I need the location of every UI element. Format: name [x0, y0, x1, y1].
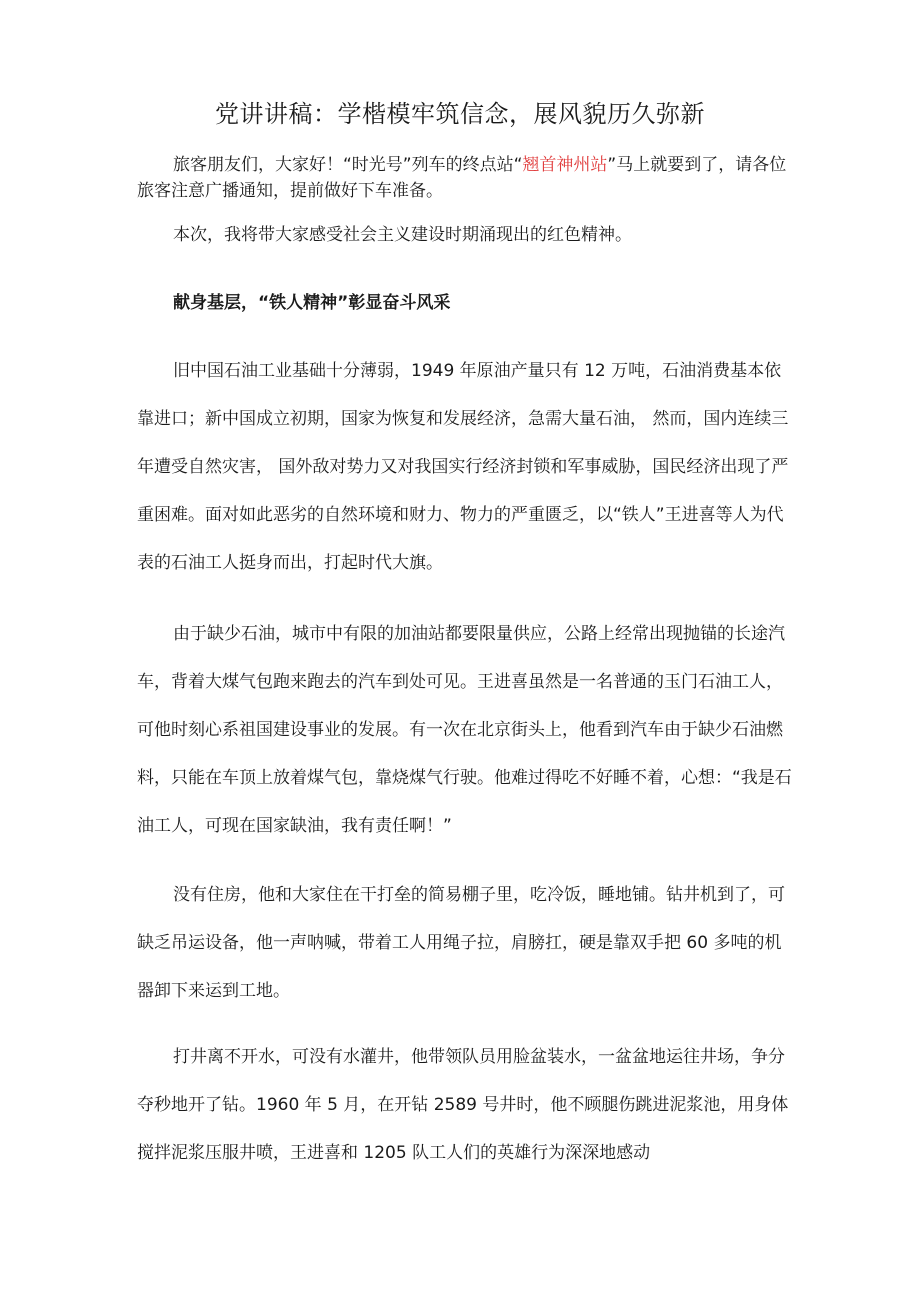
body-paragraph-1: 旧中国石油工业基础十分薄弱，1949 年原油产量只有 12 万吨，石油消费基本依靠进口；新中国成立初期，国家为恢复和发展经济，急需大量石油， 然而，国内连续三年遭受自然灾害， 国外敌对势力又对我国实行经济封锁和军事威胁，国民经济出现了严重困难。面对如此恶劣的自然环境和财力、物力的严重匮乏，以“铁人”王进喜等人为代表的石油工人挺身而出，打起时代大旗。	[137, 361, 789, 573]
body-paragraph-4: 打井离不开水，可没有水灌井，他带领队员用脸盆装水，一盆盆地运往井场，争分夺秒地开了钻。1960 年 5 月，在开钻 2589 号井时，他不顾腿伤跳进泥浆池，用身体搅拌泥浆压服井喷，王进喜和 1205 队工人们的英雄行为深深地感动	[137, 1047, 789, 1163]
intro-paragraph	[137, 152, 797, 204]
document-title: 党讲讲稿：学楷模牢筑信念，展风貌历久弥新	[215, 100, 705, 128]
intro-text-after: ”马上就要到了，请各位旅客注意广播通知，提前做好下车准备。	[137, 155, 787, 201]
intro-paragraph-2: 本次，我将带大家感受社会主义建设时期涌现出的红色精神。	[173, 225, 632, 245]
intro-text-before: 旅客朋友们，大家好！“时光号”列车的终点站“	[173, 155, 523, 175]
section-heading: 献身基层，“铁人精神”彰显奋斗风采	[173, 293, 451, 313]
body-paragraph-2: 由于缺少石油，城市中有限的加油站都要限量供应，公路上经常出现抛锚的长途汽车，背着大煤气包跑来跑去的汽车到处可见。王进喜虽然是一名普通的玉门石油工人，可他时刻心系祖国建设事业的发展。有一次在北京街头上，他看到汽车由于缺少石油燃料，只能在车顶上放着煤气包，靠烧煤气行驶。他难过得吃不好睡不着，心想：“我是石油工人，可现在国家缺油，我有责任啊！”	[137, 624, 792, 836]
station-name: 翘首神州站	[522, 155, 608, 175]
body-paragraph-3: 没有住房，他和大家住在干打垒的简易棚子里，吃冷饭，睡地铺。钻井机到了，可缺乏吊运设备，他一声呐喊，带着工人用绳子拉，肩膀扛，硬是靠双手把 60 多吨的机器卸下来运到工地。	[137, 885, 785, 1001]
